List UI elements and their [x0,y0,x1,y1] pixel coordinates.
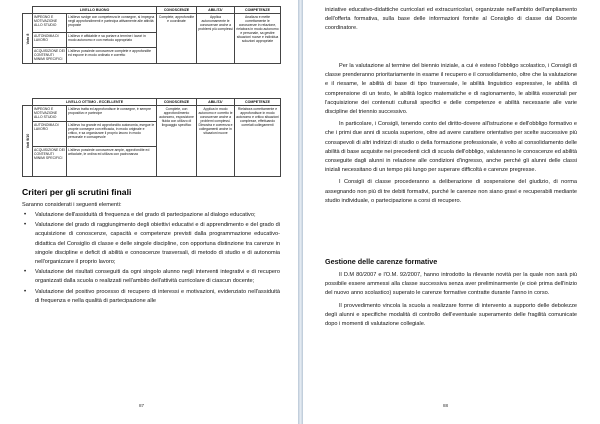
criterion-cell: IMPEGNO E MOTIVAZIONE ALLO STUDIO [33,106,67,122]
level-cell: L'allievo svolge con competenza le consegne, si impegna negli approfondimenti e partecipa attivamente alle attività proposte [67,14,157,33]
list-item: • Valutazione dell'assiduità di frequenza e del grado di partecipazione al dialogo educativo; [22,211,280,220]
table-header-row [23,7,281,14]
criteri-list [22,211,280,307]
intro-paragraph [325,6,577,37]
paragraph: Il provvedimento vincola la scuola a realizzare forme di intervento a supporto delle debolezze degli alunni e specifiche modalità di controllo dell'eventuale superamento delle fragilità comunicate dopo i momenti di valutazione collegiale. [325,302,577,328]
valutazione-table-buono [22,6,281,64]
header-livello: LIVELLO OTTIMO - ECCELLENTE [33,99,157,106]
header-conoscenze: CONOSCENZE [157,99,197,106]
list-item: • Valutazione del positivo processo di recupero di interessi e motivazioni, evidenziato nell'assiduità di frequenza e nella qualità di partecipazione alle [22,288,280,306]
criterion-cell: IMPEGNO E MOTIVAZIONE ALLO STUDIO [33,14,67,33]
paragraph: In particolare, i Consigli, tenendo conto del diritto-dovere all'istruzione e dell'obbligo formativo e che i primi due anni di scuola superiore, oltre ad avere carattere orientativo per scelte successive più consapevoli di altri indirizzi di studio o della formazione professionale, è volto al consolidamento delle abilità di base acquisite nei precedenti cicli di scuola dell'obbligo, valuteranno le conoscenze ed abilità conseguite dagli alunni in relazione alle condizioni d'ingresso, anche perché gli alunni delle classi iniziali necessitano di un tempo più lungo per superare difficoltà e carenze pregresse. [325,121,578,174]
gestione-section [325,271,577,332]
valutazione-biennio-section [325,62,577,209]
right-page [303,0,600,424]
voto-cell: Voto 8 [23,14,33,64]
table-row [23,14,281,33]
page-number: 87 [139,403,145,408]
paragraph: I Consigli di classe procederanno a deliberazione di sospensione del giudizio, di norma assegnando non più di tre debiti formativi, purché le carenze non siano gravi e recuperabili mediante studio individuale, o partecipazione a corsi di recupero. [325,179,577,204]
criterion-cell: AUTONOMIA DI LAVORO [33,33,67,48]
level-cell: L'allievo è affidabile e sa portare a termine i lavori in modo autonomo e con metodo appropriato [67,33,157,48]
paragraph: iniziative educativo-didattiche curricolari ed extracurricolari, organizzate nell'ambito dell'ampliamento dell'offerta formativa, sulla base delle informazioni fornite al Consiglio di classe dal Docente coordinatore. [325,7,577,32]
conoscenze-cell: Complete, approfondite e coordinate [157,14,197,64]
level-cell: L'allievo possiede conoscenze ampie, approfondite ed articolate, le ordina ed utilizza con padronanza [67,147,157,177]
criterion-cell: ACQUISIZIONE DEI CONTENUTI MINIMI SPECIFICI [33,48,67,64]
table-row [23,106,281,122]
abilita-cell: Applica in modo autonomo e corretto le conoscenze anche a problemi complessi. Dimostra e coerenza e collegamenti anche in situazioni nuove [197,106,235,177]
page-number: 88 [443,403,449,408]
paragraph: Il D.M 80/2007 e l'O.M. 92/2007, hanno introdotto la rilevante novità per la quale non sarà più possibile essere ammessi alla classe successiva senza aver preliminarmente (e cioè prima dell'inizio del nuovo anno scolastico) superato le carenze formative contratte durante l'anno in corso. [325,272,577,297]
criterion-cell: ACQUISIZIONE DEI CONTENUTI MINIMI SPECIFICI [33,147,67,177]
competenze-cell: Analizza e mette correttamente le conoscenze in relazione, rielabora in modo autonomo e personale, sa gestire situazioni nuove e individua soluzioni appropriate [235,14,281,64]
criterion-cell: AUTONOMIA DI LAVORO [33,122,67,147]
header-competenze: COMPETENZE [235,99,281,106]
table-corner [23,7,33,14]
level-cell: L'allievo ha grande ed approfondito autonomia, esegue le proprie consegne con efficacia, in modo originale e critico, e sa organizzare il proprio lavoro in modo personale e consapevole [67,122,157,147]
competenze-cell: Rielabora correttamente e approfondisce in modo autonomo e critico situazioni complesse, effettuando correlati collegamenti [235,106,281,177]
level-cell: L'allievo tratta ed approfondisce le consegne, è sempre propositivo e partecipe [67,106,157,122]
table-header-row [23,99,281,106]
header-livello: LIVELLO BUONO [33,7,157,14]
criteri-intro: Saranno considerati i seguenti elementi: [22,202,122,208]
conoscenze-cell: Complete, con approfondimento autonomo, esposizione fluida con utilizzo di linguaggio specifico [157,106,197,177]
criteri-title: Criteri per gli scrutini finali [22,187,132,197]
paragraph: Per la valutazione al termine del biennio iniziale, a cui è esteso l'obbligo scolastico, i Consigli di classe prenderanno prioritariamente in esame il recupero e il consolidamento, oltre che la valutazione e il riesame, le abilità di base di tipo trasversale, le abilità linguistico espressive, le abilità di comprensione di un testo, le abilità logico matematiche e di ragionamento, le abilità essenziali per l'acquisizione dei contenuti culturali specifici e delle competenze e abilità necessarie alle varie discipline del triennio successivo. [325,63,577,116]
header-abilita: ABILITA' [197,7,235,14]
gestione-title: Gestione delle carenze formative [325,257,438,266]
table-corner [23,99,33,106]
list-item: • Valutazione dei risultati conseguiti da ogni singolo alunno negli interventi integrativi e di recupero organizzati dalla scuola o realizzati nell'ambito dell'attività curricolare di ciascun docente; [22,268,280,286]
header-competenze: COMPETENZE [235,7,281,14]
voto-cell: Voti 9/10 [23,106,33,177]
left-page [0,0,298,424]
header-abilita: ABILITA' [197,99,235,106]
list-item: • Valutazione del grado di raggiungimento degli obiettivi educativi e di apprendimento e del grado di acquisizione di conoscenze, capacità e competenze previsti dalla programmazione educativo-didattica del Consiglio di classe e delle singole discipline, con opportuna distinzione tra carenze in singole discipline e deficit di abilità e conoscenze trasversali, di metodo di studio e di autonomia nell'organizzare il proprio lavoro; [22,221,280,267]
valutazione-table-ottimo [22,98,281,177]
abilita-cell: Applica autonomamente le conoscenze anche a problemi più complessi [197,14,235,64]
level-cell: L'allievo possiede conoscenze complete e approfondite ed espone in modo ordinato e corretto [67,48,157,64]
header-conoscenze: CONOSCENZE [157,7,197,14]
